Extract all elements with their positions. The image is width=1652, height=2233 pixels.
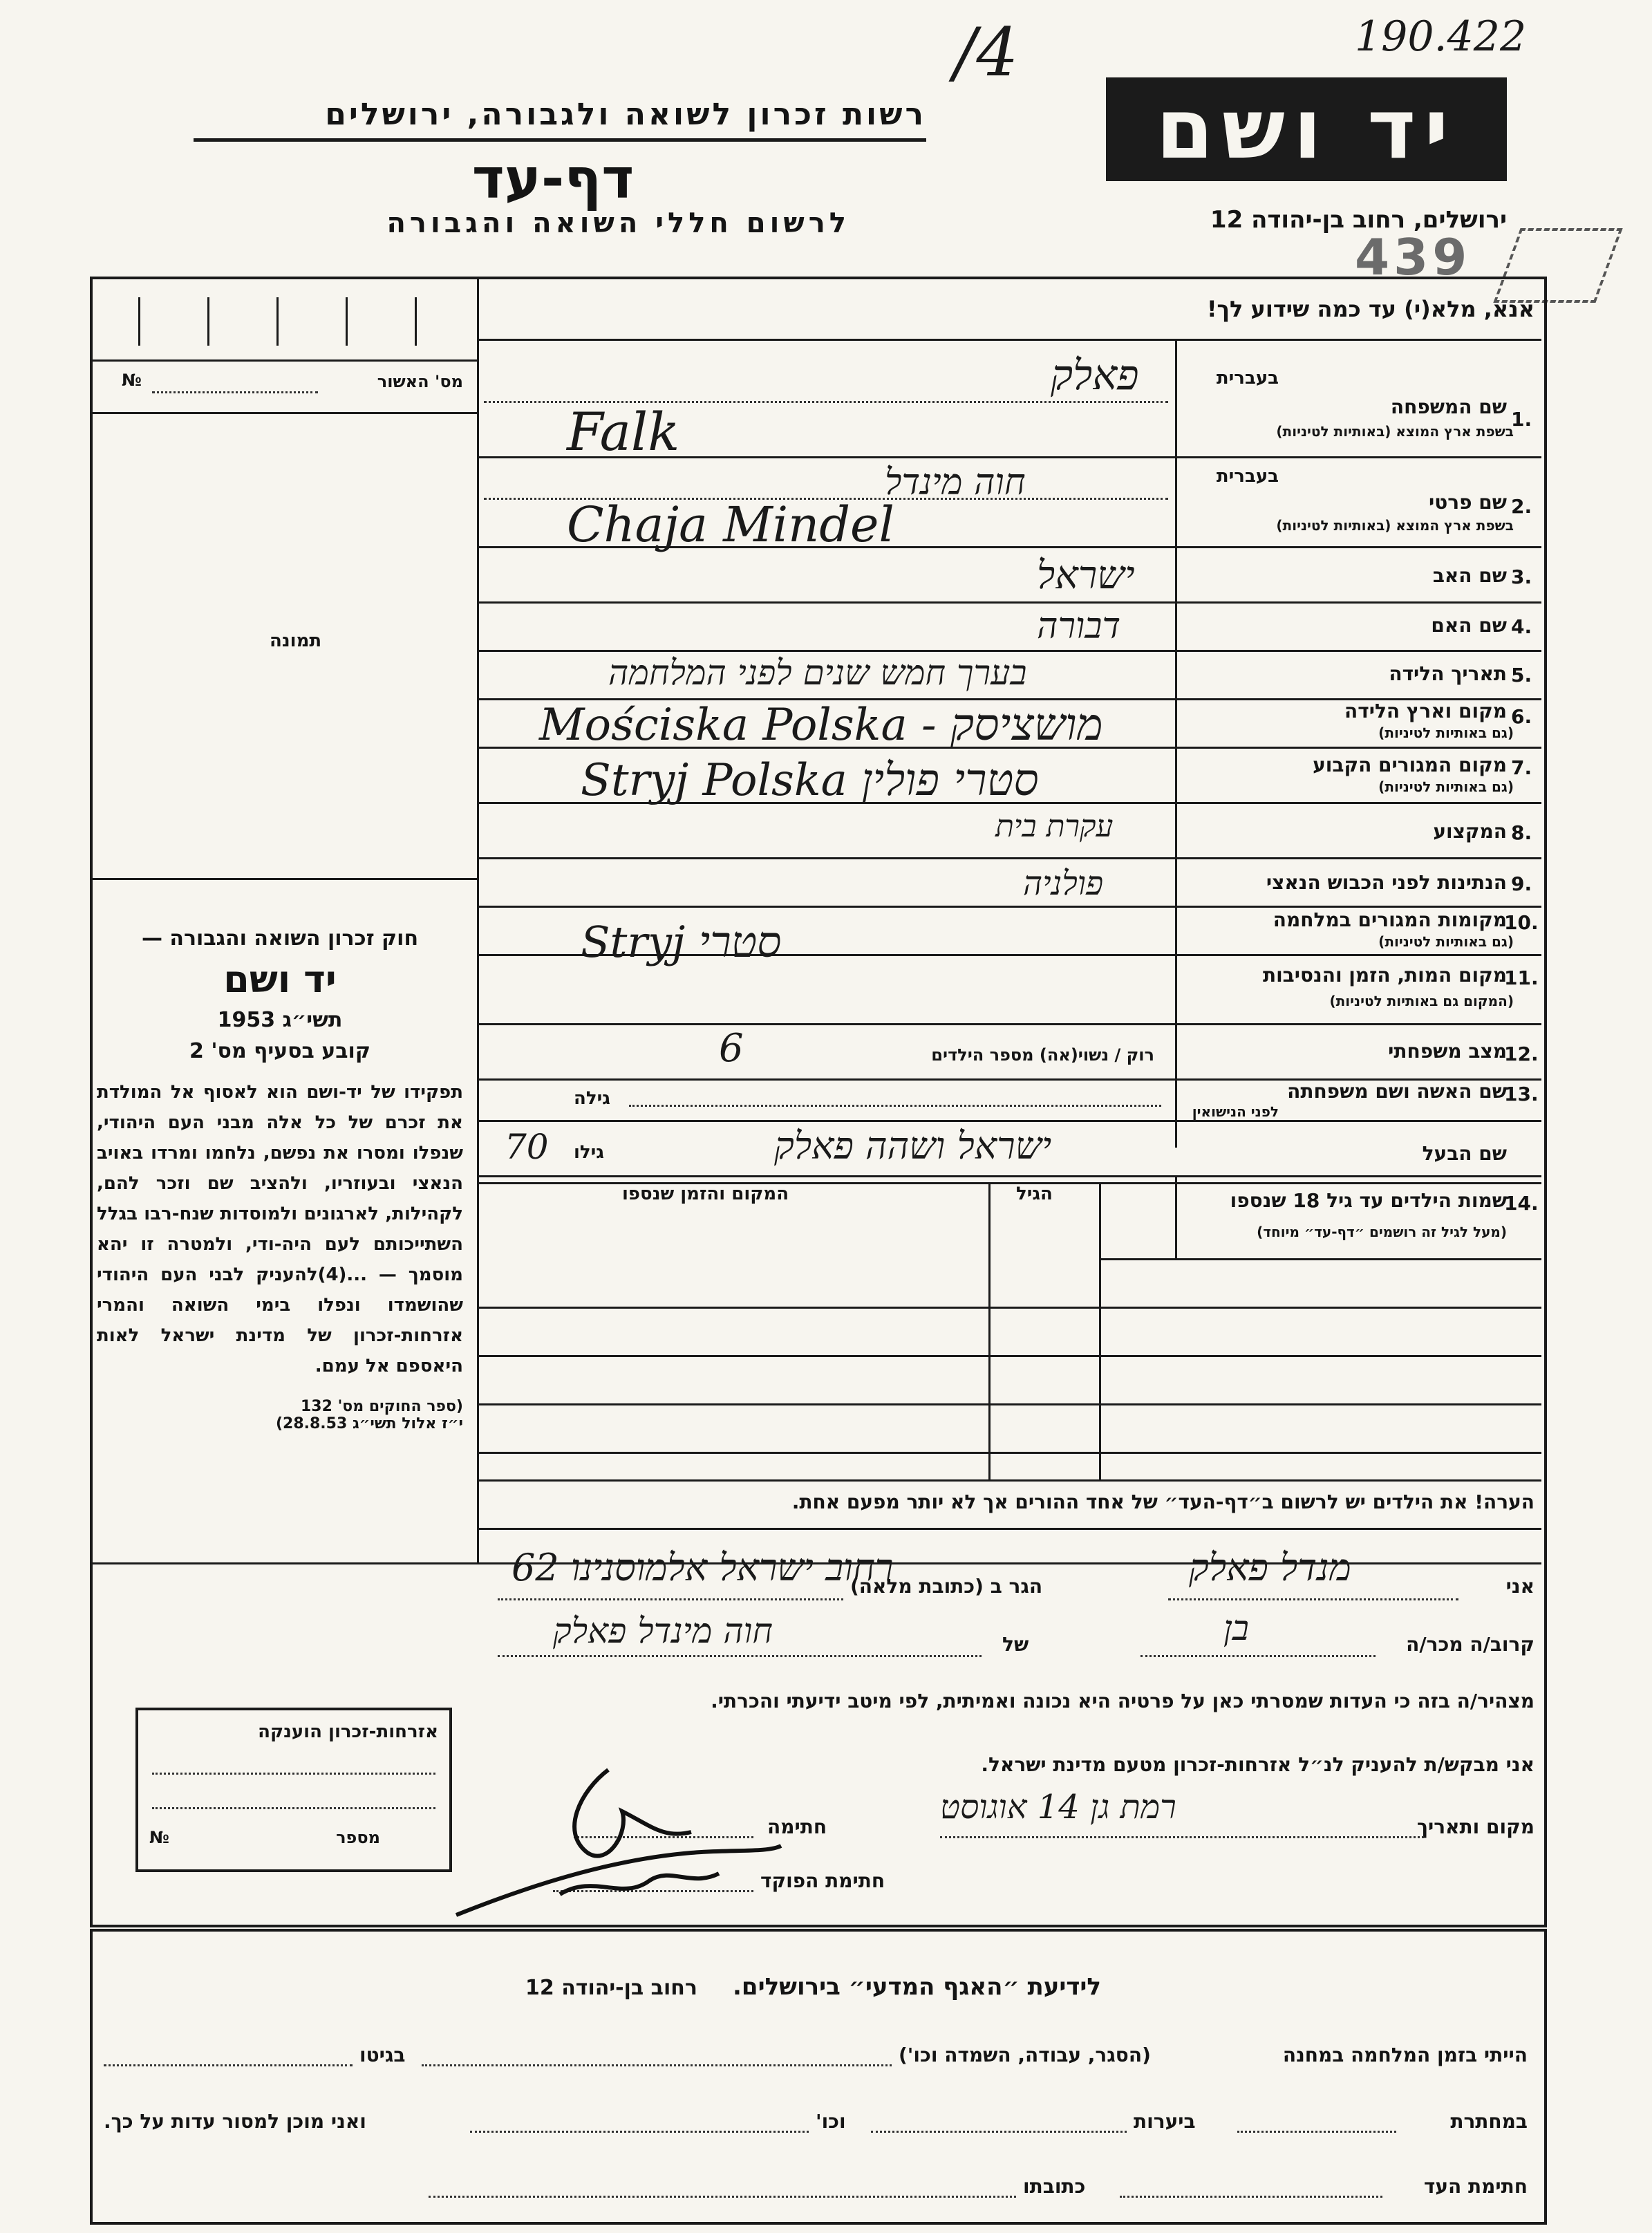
field-13-age-label: גילה <box>574 1088 610 1109</box>
decl-relation: בן <box>1223 1608 1249 1648</box>
field-2-label: שם פרטי <box>1428 491 1507 514</box>
field-1-hand-lat: Falk <box>567 401 680 463</box>
field-1-label: שם המשפחה <box>1390 395 1507 418</box>
field-9-num: 9. <box>1511 872 1532 895</box>
children-num: 14. <box>1504 1192 1539 1215</box>
field-11-label: מקום המות, הזמן והנסיבות <box>1262 964 1507 987</box>
field-11-num: 11. <box>1504 966 1539 989</box>
footer-heading: לידיעת ״האגף המדעי״ בירושלים. <box>733 1973 1101 2001</box>
cert-label: מס' האשור <box>377 372 463 391</box>
footer-line2-a: במחתרת <box>1450 2110 1528 2133</box>
law-source: (ספר החוקים מס' 132 <box>300 1398 463 1415</box>
citizenship-number-label: מספר <box>336 1828 380 1847</box>
footer-line2-d: ואני מוכן למסור עדות על כך. <box>104 2110 366 2133</box>
children-sub: (מעל לגיל זה רושמים ״דף-עד״ מיוחד) <box>1257 1224 1507 1240</box>
decl-request: אני מבקש/ת להעניק לנ״ל אזרחות-זכרון מטעם מדינת ישראל. <box>981 1753 1534 1776</box>
field-6-num: 6. <box>1511 705 1532 728</box>
no-symbol: № <box>122 371 142 390</box>
note-text: הערה! את הילדים יש לרשום ב״דף-העד״ של אחד ההורים אך לא יותר מפעם אחת. <box>791 1491 1534 1513</box>
field-5-hand: בערך חמש שנים לפני המלחמה <box>608 653 1027 693</box>
field-3-hand: ישראל <box>1037 553 1135 598</box>
footer-line3-b: כתובתו <box>1023 2175 1086 2198</box>
decl-place-date: רמת גן 14 אוגוסט <box>940 1788 1176 1826</box>
husband-age-hand: 70 <box>505 1127 549 1167</box>
decl-resident-label: הגר ב (כתובת מלאה) <box>850 1575 1043 1598</box>
husband-age-label: גילו <box>574 1142 604 1163</box>
field-2-hebrew-tag: בעברית <box>1216 466 1279 487</box>
page-subtitle: לרשום חללי השואה והגבורה <box>386 207 850 239</box>
field-13-num: 13. <box>1504 1083 1539 1105</box>
law-year: תשי״ג 1953 <box>217 1008 343 1032</box>
husband-label: שם הבעל <box>1422 1142 1507 1165</box>
field-10-hand: Stryj סטרי <box>581 917 782 967</box>
law-box <box>97 926 463 1535</box>
field-1-hebrew-tag: בעברית <box>1216 368 1279 389</box>
field-7-sub: (גם באותיות לטיניות) <box>1378 778 1514 795</box>
annotation-number: 190.422 <box>1355 12 1527 61</box>
law-clause: קובע בסעיף מס' 2 <box>189 1039 370 1063</box>
field-8-num: 8. <box>1511 821 1532 844</box>
photo-label: תמונה <box>270 630 322 651</box>
decl-relative-label: קרוב/ה מכר/ה <box>1406 1633 1534 1656</box>
page-title: דף-עד <box>471 147 635 211</box>
field-2-hand-he: חוה מינדל <box>885 462 1026 503</box>
intro-text: אנא, מלא(י) עד כמה שידוע לך! <box>1206 296 1534 322</box>
footer-heading-addr: רחוב בן-יהודה 12 <box>525 1976 697 2000</box>
field-12-label: מצב משפחתי <box>1388 1040 1507 1063</box>
decl-statement: מצהיר/ה בזה כי העדות שמסרתי כאן על פרטיה היא נכונה ואמיתית, לפי מיטב ידיעתי והכרתי. <box>711 1690 1534 1712</box>
field-10-num: 10. <box>1504 911 1539 934</box>
footer-line3-a: חתימת העד <box>1423 2175 1528 2198</box>
field-6-sub: (גם באותיות לטיניות) <box>1378 725 1514 741</box>
field-5-num: 5. <box>1511 664 1532 686</box>
decl-officer-label: חתימת הפוקד <box>760 1869 885 1892</box>
page-mark: /4 <box>954 14 1019 91</box>
citizenship-title: אזרחות-זכרון הוענקה <box>258 1721 438 1742</box>
field-6-label: מקום וארץ הלידה <box>1344 700 1507 722</box>
field-9-hand: פולניה <box>1023 864 1104 903</box>
field-1-hand-he: פאלק <box>1051 351 1139 400</box>
law-source-date: י״ז אלול תשי״ג 28.8.53) <box>275 1415 463 1432</box>
footer-line2-b: ביערות <box>1134 2110 1196 2133</box>
field-4-label: שם האם <box>1431 614 1507 637</box>
field-1-sub: בשפת ארץ המוצא (באותיות לטיניות) <box>1276 423 1514 440</box>
field-7-num: 7. <box>1511 756 1532 779</box>
org-name: רשות זכרון לשואה ולגבורה, ירושלים <box>325 97 926 132</box>
field-12-options: רוק / נשוי(אה) מספר הילדים <box>931 1045 1154 1065</box>
field-3-num: 3. <box>1511 566 1532 588</box>
footer-line1-b: (הסגר, עבודה, השמדה וכו') <box>899 2044 1151 2066</box>
field-13-label: שם האשה ושם משפחתה <box>1287 1080 1507 1103</box>
field-8-label: המקצוע <box>1433 820 1507 843</box>
page-address: ירושלים, רחוב בן-יהודה 12 <box>1210 206 1507 234</box>
top-dashes <box>97 283 470 353</box>
citizenship-box <box>135 1708 452 1872</box>
law-body: תפקידו של יד-ושם הוא לאסוף אל המולדת את זכרם של כל אלה מבני העם היהודי, שנפלו ומסרו את נפשם, נלחמו ומרדו באויב הנאצי ובעוזריו, ולהציב שם וזכר להם, לקהילות, לארגונים ולמוסדות שנח-רבו בגלל השתייכותם לעם היה-ודי, ולמטרה זו יהא מוסמך — ...(4)להעניק לבני העם היהודי שהושמדו ונפלו בימי השואה והמרי אזרחות-זכרון של מדינת ישראל לאות היאספם אל עמם. <box>97 1082 463 1376</box>
field-12-num: 12. <box>1504 1043 1539 1065</box>
field-13-sub: לפני הנישואין <box>1192 1103 1279 1120</box>
field-2-sub: בשפת ארץ המוצא (באותיות לטיניות) <box>1276 517 1514 534</box>
field-2-num: 2. <box>1511 495 1532 518</box>
children-label: שמות הילדים עד גיל 18 שנספו <box>1230 1189 1507 1212</box>
decl-address: רחוב ישראל אלמוסנינו 62 <box>511 1546 894 1589</box>
field-7-label: מקום המגורים הקבוע <box>1313 754 1507 776</box>
field-2-hand-lat: Chaja Mindel <box>567 496 894 553</box>
decl-of-label: של <box>1002 1633 1029 1656</box>
children-col-place: המקום והזמן שנספו <box>622 1184 789 1204</box>
decl-i-name: מנדל פאלק <box>1189 1546 1351 1589</box>
field-3-label: שם האב <box>1432 564 1507 587</box>
footer-line2-c: וכו' <box>816 2110 846 2133</box>
footer-line1-c: בגיטו <box>359 2044 406 2066</box>
field-4-num: 4. <box>1511 615 1532 638</box>
field-6-hand: Mościska Polska - מושציסק <box>539 700 1103 751</box>
field-1-num: 1. <box>1511 408 1532 431</box>
field-7-hand: Stryj Polska סטרי פולין <box>581 755 1039 806</box>
field-4-hand: דבורה <box>1037 606 1121 647</box>
decl-place-date-label: מקום ותאריך <box>1416 1815 1534 1838</box>
husband-hand: ישראל ושהה פאלק <box>774 1124 1052 1168</box>
field-9-label: הנתינות לפני הכבוש הנאצי <box>1266 871 1507 894</box>
stamp-number: 439 <box>1355 228 1472 286</box>
field-10-sub: (גם באותיות לטיניות) <box>1378 933 1514 950</box>
field-11-sub: (המקום גם באותיות לטיניות) <box>1329 993 1514 1009</box>
decl-i-label: אני <box>1505 1575 1534 1598</box>
citizenship-no-symbol: № <box>149 1828 169 1847</box>
law-logo: יד ושם <box>223 957 337 1001</box>
footer-line1-a: הייתי בזמן המלחמה במחנה <box>1282 2044 1528 2066</box>
field-12-hand: 6 <box>719 1026 744 1071</box>
children-col-age: הגיל <box>1016 1184 1053 1204</box>
decl-of-name: חוה מינדל פאלק <box>553 1611 773 1651</box>
field-10-label: מקומות המגורים במלחמה <box>1273 908 1507 931</box>
field-5-label: תאריך הלידה <box>1389 662 1507 685</box>
signature-scribble <box>442 1749 788 1929</box>
law-title: חוק זכרון השואה והגבורה — <box>141 926 419 951</box>
yad-vashem-logo: יד ושם <box>1106 77 1507 181</box>
field-8-hand: עקרת בית <box>995 809 1114 844</box>
decl-signature-label: חתימה <box>767 1815 827 1838</box>
